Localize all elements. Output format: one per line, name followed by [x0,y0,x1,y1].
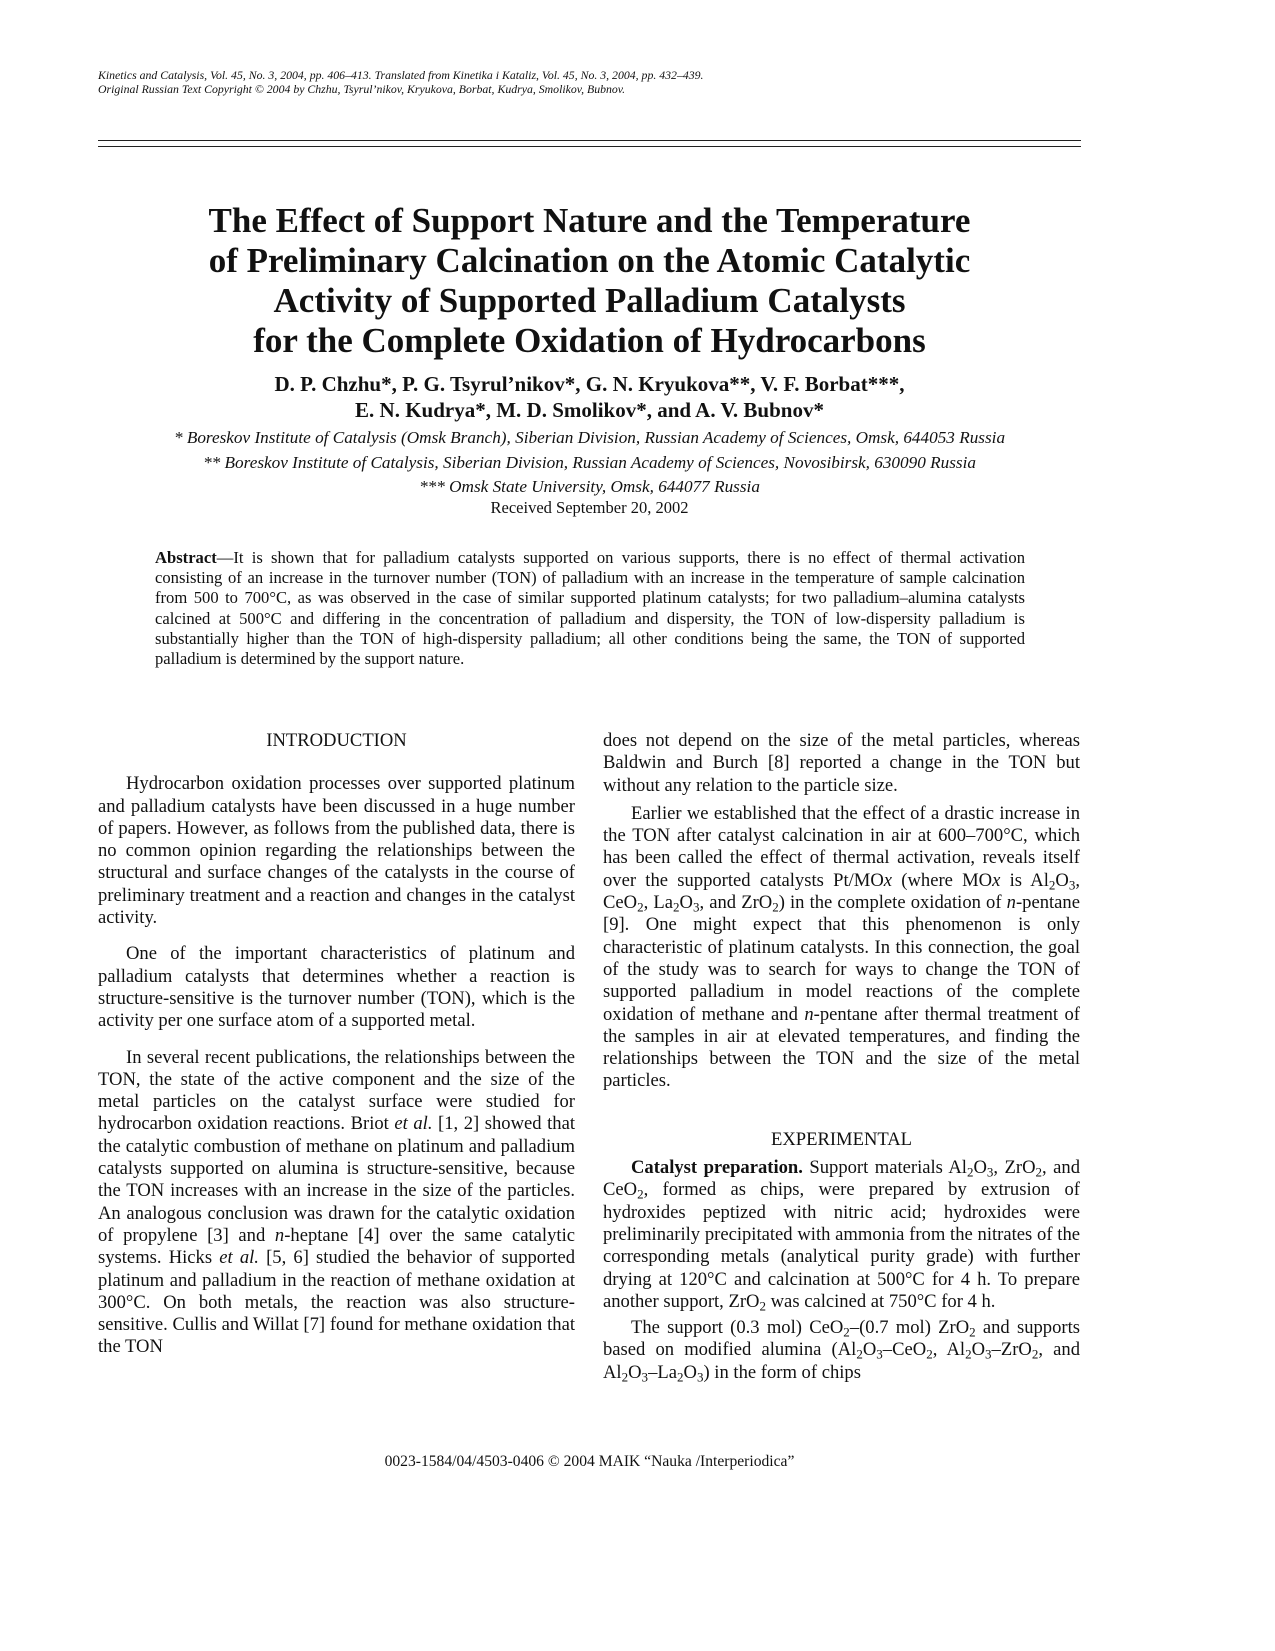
journal-header [98,68,1098,96]
intro-paragraph-1: Hydrocarbon oxidation processes over supported platinum and palladium catalysts have been discussed in a huge number of papers. However, as follows from the published data, there is no common opinion regarding the relationships between the structural and surface changes of the catalysts in the course of preliminary treatment and a reaction and changes in the catalyst activity. [98,773,575,929]
affiliation-3: *** Omsk State University, Omsk, 644077 Russia [419,477,760,496]
subsection-label: Catalyst preparation. [631,1157,803,1179]
journal-citation: Kinetics and Catalysis, Vol. 45, No. 3, 2004, pp. 406–413. Translated from Kinetika i Kataliz, Vol. 45, No. 3, 2004, pp. 432–439. [98,68,704,82]
title-line: Activity of Supported Palladium Catalysts [273,281,906,320]
experimental-paragraph-2: The support (0.3 mol) CeO$_2$–(0.7 mol) ZrO$_2$ and supports based on modified alumina ($Al_2O_3-CeO_2$, $Al_2O_3-ZrO_2$, and $Al_2O_3-La_2O_3$) in the form of chips [603,1317,1080,1384]
experimental-paragraph-1: Catalyst preparation. Support materials $Al_2O_3$, ZrO$_2$, and CeO$_2$, formed as chips, were prepared by extrusion of hydroxides peptized with nitric acid; hydroxides were preliminarily precipitated with ammonia from the nitrates of the corresponding metals (analytical purity grade) with further drying at 120°C and calcination at 500°C for 4 h. To prepare another support, ZrO$_2$ was calcined at 750°C for 4 h. [603,1157,1080,1314]
intro-paragraph-3-continued: does not depend on the size of the metal particles, whereas Baldwin and Burch [8] reported a change in the TON but without any relation to the particle size. [603,730,1080,796]
author-list [98,371,1081,423]
intro-paragraph-3: In several recent publications, the relationships between the TON, the state of the active component and the size of the metal particles on the catalyst surface were studied for hydrocarbon oxidation reactions. Briot et al. [1, 2] showed that the catalytic combustion of methane on platinum and palladium catalysts supported on alumina is structure-sensitive, because the TON increases with an increase in the size of the particles. An analogous conclusion was drawn for the catalytic oxidation of propylene [3] and n-heptane [4] over the same catalytic systems. Hicks et al. [5, 6] studied the behavior of supported platinum and palladium in the reaction of methane oxidation at 300°C. On both metals, the reaction was also structure-sensitive. Cullis and Willat [7] found for methane oxidation that the TON [98,1046,576,1358]
affiliation-1: * Boreskov Institute of Catalysis (Omsk Branch), Siberian Division, Russian Academy of Sciences, Omsk, 644053 Russia [173,428,1006,447]
intro-paragraph-2: One of the important characteristics of platinum and palladium catalysts that determines whether a reaction is structure-sensitive is the turnover number (TON), which is the activity per one surface atom of a supported metal. [98,943,575,1032]
header-rule-top [98,140,1081,141]
left-column [98,730,575,1359]
author-line: D. P. Chzhu*, P. G. Tsyrul’nikov*, G. N. Kryukova**, V. F. Borbat***, [274,372,905,396]
abstract-label: Abstract [155,548,217,567]
abstract [155,548,1025,669]
title-line: of Preliminary Calcination on the Atomic Catalytic [208,241,971,280]
abstract-text: —It is shown that for palladium catalysts supported on various supports, there is no effect of thermal activation consisting of an increase in the turnover number (TON) of palladium with an increase in the temperature of sample calcination from 500 to 700°C, as was observed in the case of similar supported platinum catalysts; for two palladium–alumina catalysts calcined at 500°C and differing in the concentration of palladium and dispersity, the TON of low-dispersity palladium is substantially higher than the TON of high-dispersity palladium; all other conditions being the same, the TON of supported palladium is determined by the support nature. [155,548,1025,669]
introduction-heading: INTRODUCTION [266,730,407,751]
intro-paragraph-4: Earlier we established that the effect of a drastic increase in the TON after catalyst calcination in air at 600–700°C, which has been called the effect of thermal activation, reveals itself over the supported catalysts Pt/MOx (where MOx is $Al_2O_3$, CeO$_2$, $La_2O_3$, and ZrO$_2$) in the complete oxidation of n-pentane [9]. One might expect that this phenomenon is only characteristic of platinum catalysts. In this connection, the goal of the study was to search for ways to change the TON of supported palladium in model reactions of the complete oxidation of methane and n-pentane after thermal treatment of the samples in air at elevated temperatures, and finding the relationships between the TON and the size of the metal particles. [603,802,1080,1092]
paper-title [98,201,1081,361]
affiliations [60,426,1119,500]
experimental-heading: EXPERIMENTAL [770,1128,913,1150]
page-footer: 0023-1584/04/4503-0406 © 2004 MAIK “Nauka /Interperiodica” [384,1453,795,1470]
title-line: for the Complete Oxidation of Hydrocarbons [253,321,926,360]
copyright-line: Original Russian Text Copyright © 2004 by Chzhu, Tsyrul’nikov, Kryukova, Borbat, Kudrya, Smolikov, Bubnov. [98,82,626,96]
title-line: The Effect of Support Nature and the Temperature [208,201,971,240]
received-date: Received September 20, 2002 [490,498,689,517]
affiliation-2: ** Boreskov Institute of Catalysis, Siberian Division, Russian Academy of Sciences, Novosibirsk, 630090 Russia [203,452,976,472]
right-column [603,730,1080,1384]
header-rule-bottom [98,146,1081,147]
author-line: E. N. Kudrya*, M. D. Smolikov*, and A. V. Bubnov* [355,398,824,422]
